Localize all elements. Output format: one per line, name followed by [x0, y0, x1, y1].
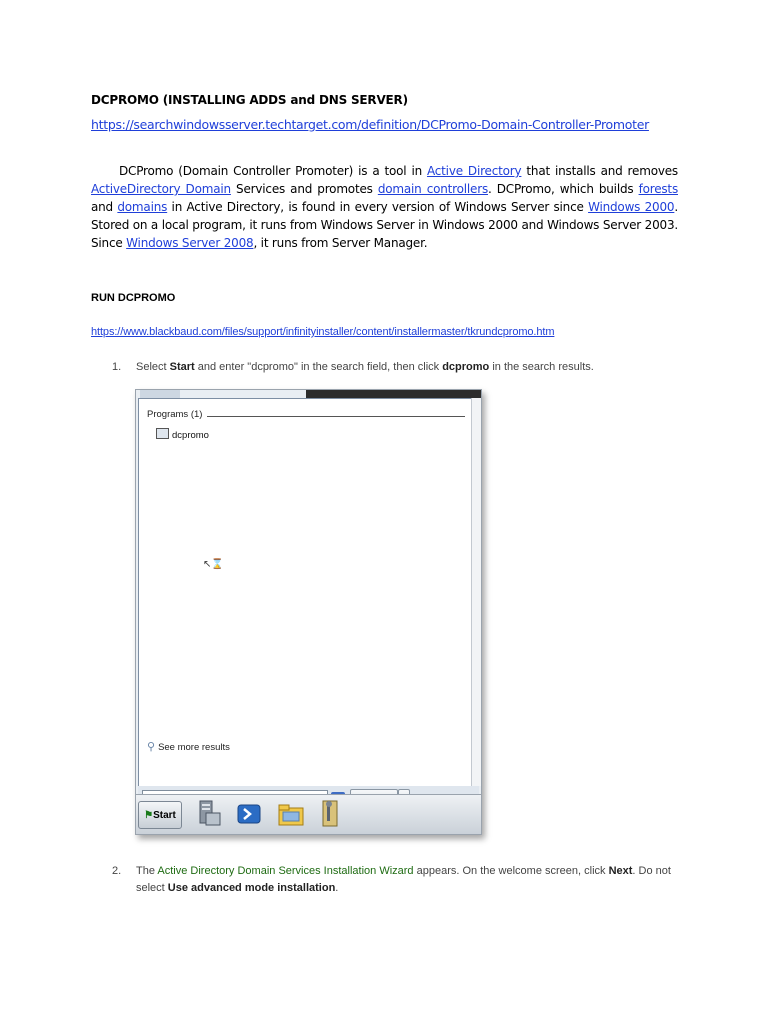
intro-text: in Active Directory, is found in every version of Windows Server since: [167, 200, 589, 214]
step-text: Select Start and enter "dcpromo" in the search field, then click dcpromo in the search results.: [136, 361, 594, 373]
run-dcpromo-link[interactable]: https://www.blackbaud.com/files/support/infinityinstaller/content/installermaster/tkrundcpromo.htm: [91, 326, 555, 338]
program-label: dcpromo: [172, 430, 209, 441]
start-button[interactable]: [138, 801, 182, 829]
forests-link[interactable]: forests: [638, 182, 678, 196]
intro-text: DCPromo (Domain Controller Promoter) is a tool in: [119, 164, 427, 178]
search-icon: ⚲: [147, 741, 156, 753]
program-icon: [156, 428, 169, 439]
run-dcpromo-heading: RUN DCPROMO: [91, 292, 176, 304]
intro-paragraph: [91, 162, 678, 252]
dcpromo-result[interactable]: [156, 428, 209, 441]
server-manager-icon[interactable]: [194, 799, 224, 829]
domains-link[interactable]: domains: [117, 200, 168, 214]
windows-server-2008-link[interactable]: Windows Server 2008: [126, 236, 254, 250]
intro-text: . DCPromo, which builds: [488, 182, 639, 196]
programs-group-label: Programs (1): [147, 409, 203, 420]
background-window: [306, 390, 481, 398]
intro-text: and: [91, 200, 118, 214]
start-menu-panel: [138, 398, 473, 788]
source-link[interactable]: https://searchwindowsserver.techtarget.com/definition/DCPromo-Domain-Controller-Promoter: [91, 117, 649, 132]
active-directory-link[interactable]: Active Directory: [426, 164, 522, 178]
start-menu-screenshot: [135, 389, 482, 835]
activedirectory-domain-link[interactable]: ActiveDirectory Domain: [91, 182, 231, 196]
see-more-results-link[interactable]: [147, 740, 230, 753]
step-number: 2.: [112, 865, 122, 877]
intro-text: that installs and removes: [521, 164, 678, 178]
explorer-folder-icon[interactable]: [276, 799, 306, 829]
intro-text: , it runs from Server Manager.: [253, 236, 428, 250]
windows-2000-link[interactable]: Windows 2000: [588, 200, 675, 214]
intro-text: . Stored on a local program, it runs from Windows Server in Windows 2000 and Windows Server 2003. Since: [91, 200, 678, 250]
background-window-strip: [471, 398, 482, 786]
busy-cursor-icon: ↖⌛: [203, 559, 224, 570]
intro-text: Services and promotes: [230, 182, 378, 196]
step-number: 1.: [112, 361, 122, 373]
powershell-icon[interactable]: [234, 799, 264, 829]
see-more-label: See more results: [158, 742, 230, 753]
windows-flag-icon: ⚑: [144, 810, 154, 821]
step-text: The Active Directory Domain Services Installation Wizard appears. On the welcome screen, click Next. Do not select Use advanced mode installation.: [136, 865, 671, 894]
divider: [207, 416, 465, 417]
taskbar: [136, 794, 481, 835]
domain-controllers-link[interactable]: domain controllers: [377, 182, 488, 196]
admin-tools-icon[interactable]: [316, 799, 346, 829]
start-label: Start: [153, 810, 176, 821]
document-heading: DCPROMO (INSTALLING ADDS and DNS SERVER): [91, 93, 408, 107]
background-window-edge: [140, 390, 180, 398]
